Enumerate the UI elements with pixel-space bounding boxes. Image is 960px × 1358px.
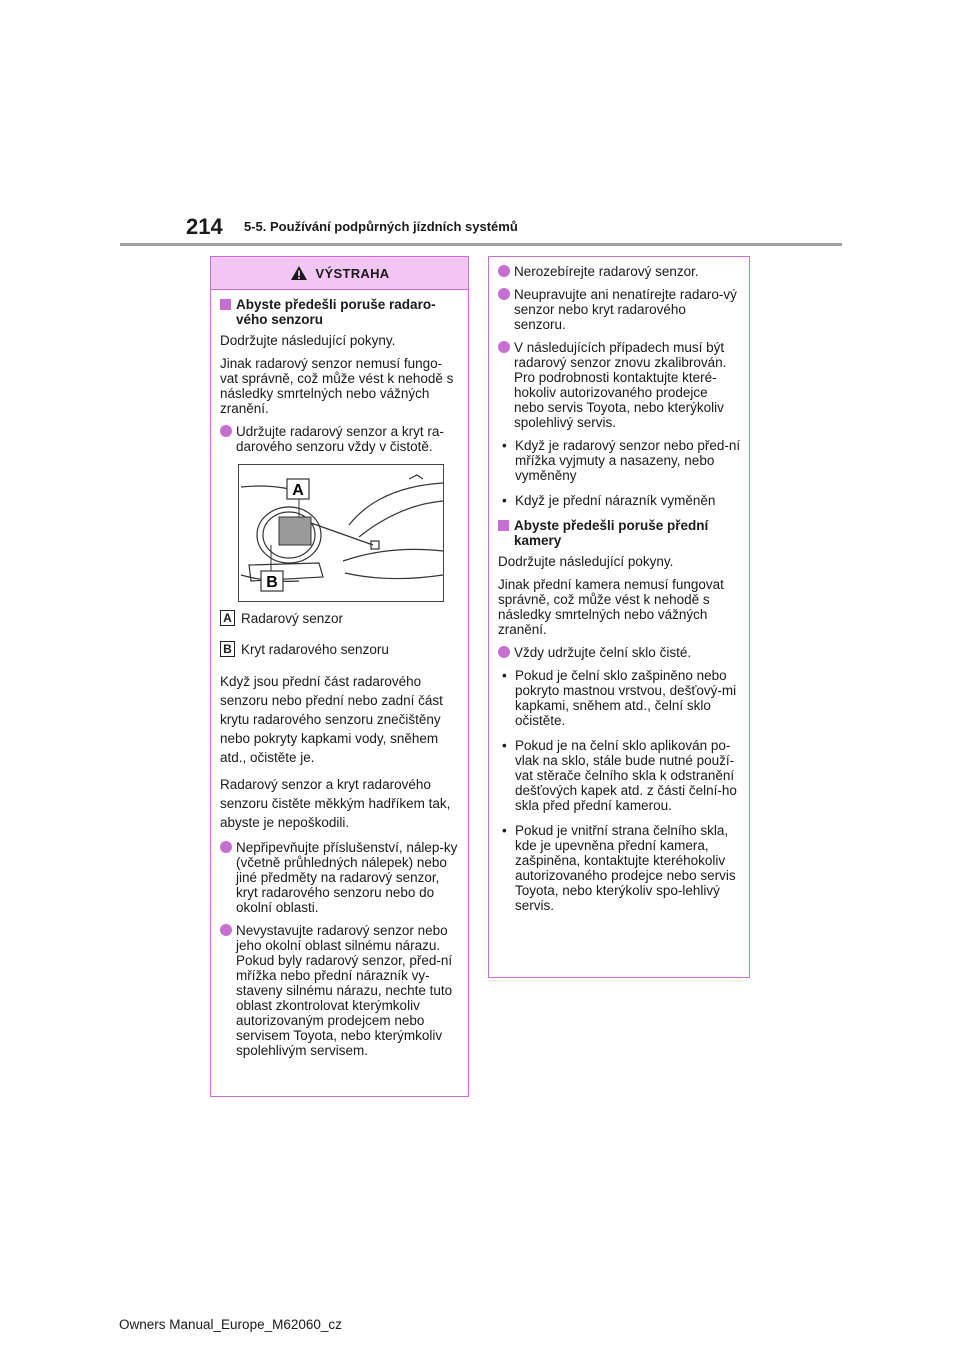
circle-bullet-icon	[498, 646, 510, 658]
list-item	[220, 840, 460, 915]
legend-text: Radarový senzor	[241, 610, 344, 626]
small-bullet-icon: •	[502, 823, 507, 838]
circle-bullet-icon	[220, 841, 232, 853]
list-item-text: Nevystavujte radarový senzor nebo jeho okolní oblast silnému nárazu. Pokud byly radarový senzor, před-ní mřížka nebo přední nárazník vy-staveny silnému nárazu, nechte tuto oblast zkontrolovat kterýmkoliv autorizovaným prodejcem nebo servisem Toyota, nebo kterýmkoliv spolehlivým servisem.	[236, 923, 453, 1058]
section-heading	[498, 518, 741, 548]
circle-bullet-icon	[220, 924, 232, 936]
sub-list-item-text: Pokud je čelní sklo zašpiněno nebo pokryto mastnou vrstvou, dešťový-mi kapkami, sněhem atd., čelní sklo očistěte.	[515, 668, 737, 728]
sub-list-item	[502, 668, 741, 728]
small-bullet-icon: •	[502, 738, 507, 753]
sub-list-item	[502, 493, 741, 508]
paragraph: Jinak radarový senzor nemusí fungo-vat správně, což může vést k nehodě s následky smrtelných nebo vážných zranění.	[220, 356, 454, 416]
circle-bullet-icon	[498, 288, 510, 300]
section-heading	[220, 297, 460, 327]
list-item-text: Nepřipevňujte příslušenství, nálep-ky (včetně průhledných nálepek) nebo jiné předměty na radarový senzor, kryt radarového senzoru nebo do okolní oblasti.	[236, 840, 458, 915]
car-front-drawing	[239, 465, 443, 601]
header-rule	[120, 243, 842, 246]
figure-label-b: B	[266, 574, 278, 591]
heading-text: Abyste předešli poruše radaro-vého senzoru	[236, 297, 436, 327]
legend-key: A	[220, 610, 235, 626]
circle-bullet-icon	[220, 425, 232, 437]
page-number: 214	[186, 214, 223, 239]
sub-list-item-text: Pokud je vnitřní strana čelního skla, kde je upevněna přední kamera, zašpiněna, kontaktujte kteréhokoliv autorizovaného prodejce nebo servis Toyota, nebo kterýkoliv spo-lehlivý servis.	[515, 823, 736, 913]
small-bullet-icon: •	[502, 493, 507, 508]
sub-list-item-text: Pokud je na čelní sklo aplikován po-vlak na sklo, stále bude nutné použí-vat stěrače čelního skla k odstranění dešťových kapek atd. z části čelní-ho skla před přední kamerou.	[515, 738, 737, 813]
warning-box-left	[210, 256, 469, 1097]
section-title: 5-5. Používání podpůrných jízdních systémů	[244, 219, 518, 234]
paragraph: Když jsou přední část radarového senzoru nebo přední nebo zadní část krytu radarového senzoru znečištěny nebo pokryty kapkami vody, sněhem atd., očistěte je.	[220, 674, 443, 765]
footer-text: Owners Manual_Europe_M62060_cz	[119, 1317, 342, 1332]
list-item-text: Neupravujte ani nenatírejte radaro-vý senzor nebo kryt radarového senzoru.	[514, 287, 737, 332]
sub-list-item-text: Když je radarový senzor nebo před-ní mřížka vyjmuty a nasazeny, nebo vyměněny	[515, 438, 741, 483]
sub-list-item	[502, 438, 741, 483]
list-item	[498, 264, 741, 279]
paragraph: Dodržujte následující pokyny.	[220, 333, 396, 348]
square-bullet-icon	[498, 520, 509, 531]
radar-sensor-illustration	[238, 464, 444, 602]
circle-bullet-icon	[498, 341, 510, 353]
list-item	[220, 923, 460, 1058]
warning-header	[211, 257, 468, 290]
sub-list-item	[502, 738, 741, 813]
sub-list-item-text: Když je přední nárazník vyměněn	[515, 493, 716, 508]
list-item-text: Nerozebírejte radarový senzor.	[514, 264, 699, 279]
paragraph: Jinak přední kamera nemusí fungovat správně, což může vést k nehodě s následky smrtelných nebo vážných zranění.	[498, 577, 724, 637]
square-bullet-icon	[220, 299, 231, 310]
legend-key: B	[220, 641, 235, 657]
legend-text: Kryt radarového senzoru	[241, 641, 389, 657]
list-item-text: Vždy udržujte čelní sklo čisté.	[514, 645, 692, 660]
list-item	[498, 340, 741, 430]
legend-item-a	[220, 610, 460, 626]
small-bullet-icon: •	[502, 668, 507, 683]
legend-item-b	[220, 641, 460, 657]
circle-bullet-icon	[498, 265, 510, 277]
figure-label-a: A	[292, 482, 304, 499]
small-bullet-icon: •	[502, 438, 507, 453]
paragraph: Dodržujte následující pokyny.	[498, 554, 674, 569]
list-item	[498, 287, 741, 332]
warning-title: VÝSTRAHA	[315, 265, 390, 281]
list-item	[498, 645, 741, 660]
paragraph: Radarový senzor a kryt radarového senzoru čistěte měkkým hadříkem tak, abyste je nepoškodili.	[220, 777, 451, 830]
list-item	[220, 424, 460, 454]
warning-box-right	[488, 256, 750, 978]
heading-text: Abyste předešli poruše přední kamery	[514, 518, 709, 548]
warning-content-left	[211, 290, 468, 1058]
warning-triangle-icon	[290, 265, 308, 281]
list-item-text: Udržujte radarový senzor a kryt ra-darového senzoru vždy v čistotě.	[236, 424, 444, 454]
warning-content-right	[489, 257, 749, 913]
sub-list-item	[502, 823, 741, 913]
list-item-text: V následujících případech musí být radarový senzor znovu zkalibrován. Pro podrobnosti kontaktujte které-hokoliv autorizovaného prodejce nebo servis Toyota, nebo kterýkoliv spolehlivý servis.	[514, 340, 727, 430]
